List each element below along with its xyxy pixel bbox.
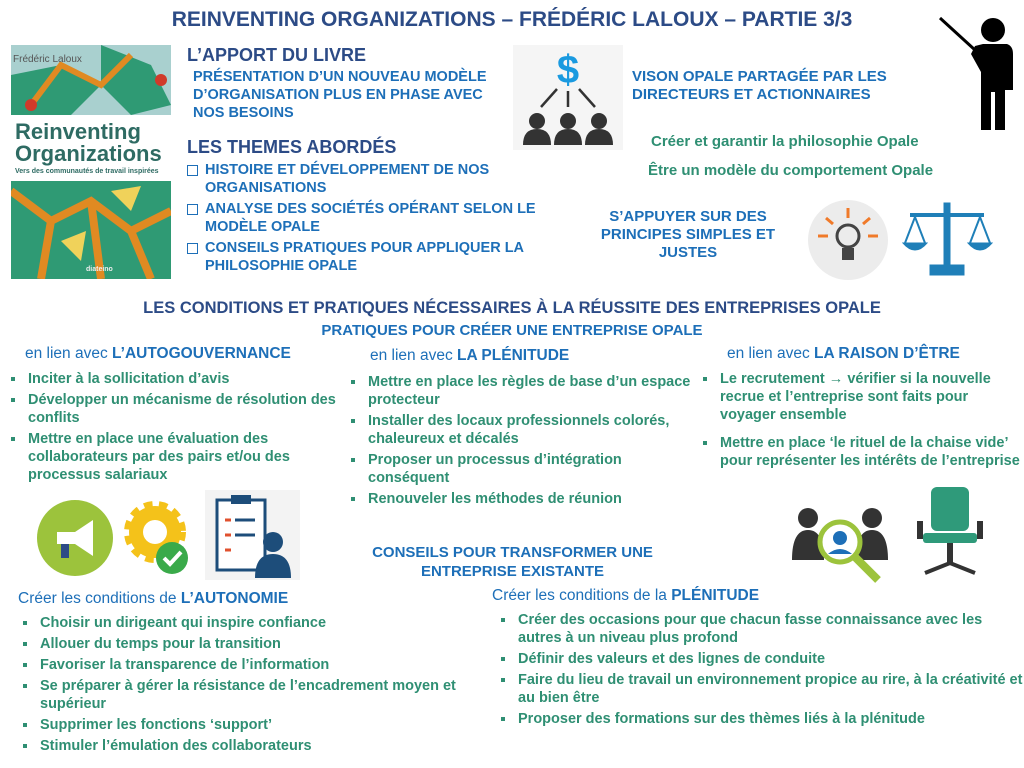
presenter-icon bbox=[935, 10, 1020, 132]
list-item: Proposer des formations sur des thèmes liés à la plénitude bbox=[498, 710, 1024, 728]
conditions-title: LES CONDITIONS ET PRATIQUES NÉCESSAIRES À LA RÉUSSITE DES ENTREPRISES OPALE bbox=[143, 299, 881, 317]
autonomie-heading bbox=[18, 590, 288, 608]
themes-list bbox=[185, 161, 565, 278]
vision-item: Créer et garantir la philosophie Opale bbox=[651, 133, 919, 150]
gear-check-icon bbox=[120, 494, 195, 579]
list-item: Allouer du temps pour la transition bbox=[20, 635, 500, 653]
heading-prefix: Créer les conditions de bbox=[18, 590, 181, 607]
book-title-line: Organizations bbox=[15, 141, 162, 166]
heading-topic: LA PLÉNITUDE bbox=[457, 347, 570, 364]
apport-text: PRÉSENTATION D’UN NOUVEAU MODÈLE D’ORGANISATION PLUS EN PHASE AVEC NOS BESOINS bbox=[193, 69, 487, 121]
heading-topic: PLÉNITUDE bbox=[671, 587, 760, 604]
list-item: Mettre en place ‘le rituel de la chaise vide’ pour représenter les intérêts de l’entreprise bbox=[700, 434, 1020, 470]
book-publisher: diateino bbox=[86, 266, 113, 273]
list-item: Créer des occasions pour que chacun fasse connaissance avec les autres à un niveau plus profond bbox=[498, 611, 1024, 647]
list-item: Définir des valeurs et des lignes de conduite bbox=[498, 650, 1024, 668]
column-heading-raison-detre bbox=[727, 345, 960, 363]
list-item: Proposer un processus d’intégration conséquent bbox=[348, 451, 698, 487]
heading-prefix: en lien avec bbox=[25, 345, 113, 362]
heading-prefix: Créer les conditions de la bbox=[492, 587, 672, 604]
book-subtitle: Vers des communautés de travail inspirées bbox=[15, 168, 159, 175]
heading-topic: L’AUTOGOUVERNANCE bbox=[112, 345, 291, 362]
heading-prefix: en lien avec bbox=[727, 345, 815, 362]
theme-item: CONSEILS PRATIQUES POUR APPLIQUER LA PHILOSOPHIE OPALE bbox=[185, 239, 565, 275]
raison-detre-list bbox=[700, 370, 1020, 473]
vision-heading: VISON OPALE PARTAGÉE PAR LES DIRECTEURS ET ACTIONNAIRES bbox=[632, 68, 887, 103]
column-heading-autogouvernance bbox=[25, 345, 291, 363]
evaluation-clipboard-icon bbox=[205, 490, 300, 580]
heading-prefix: en lien avec bbox=[370, 347, 458, 364]
book-title bbox=[11, 115, 171, 165]
empty-chair-icon bbox=[915, 485, 985, 580]
megaphone-icon bbox=[35, 498, 115, 578]
list-item: Le recrutement → vérifier si la nouvelle recrue et l’entreprise sont faits pour voyager ensemble bbox=[700, 370, 1020, 424]
scales-icon bbox=[900, 195, 995, 280]
book-author: Frédéric Laloux bbox=[13, 54, 82, 65]
principes-text: S’APPUYER SUR DES PRINCIPES SIMPLES ET JUSTES bbox=[600, 208, 776, 261]
page-title: REINVENTING ORGANIZATIONS – FRÉDÉRIC LALOUX – PARTIE 3/3 bbox=[171, 8, 853, 31]
list-item: Stimuler l’émulation des collaborateurs bbox=[20, 737, 500, 755]
autogouvernance-list bbox=[8, 370, 348, 487]
plenitude-conditions-list bbox=[498, 611, 1024, 731]
column-heading-plenitude bbox=[370, 347, 569, 365]
list-item: Favoriser la transparence de l’information bbox=[20, 656, 500, 674]
heading-topic: L’AUTONOMIE bbox=[180, 590, 289, 607]
list-item: Choisir un dirigeant qui inspire confiance bbox=[20, 614, 500, 632]
theme-item: ANALYSE DES SOCIÉTÉS OPÉRANT SELON LE MODÈLE OPALE bbox=[185, 200, 565, 236]
book-title-line: Reinventing bbox=[15, 119, 141, 144]
theme-item: HISTOIRE ET DÉVELOPPEMENT DE NOS ORGANISATIONS bbox=[185, 161, 565, 197]
list-item: Se préparer à gérer la résistance de l’encadrement moyen et supérieur bbox=[20, 677, 500, 713]
plenitude-conditions-heading bbox=[492, 587, 759, 605]
book-art-bottom bbox=[11, 181, 171, 279]
apport-heading: L’APPORT DU LIVRE bbox=[187, 45, 367, 65]
list-item: Renouveler les méthodes de réunion bbox=[348, 490, 698, 508]
list-item: Mettre en place les règles de base d’un espace protecteur bbox=[348, 373, 698, 409]
autonomie-list bbox=[20, 614, 500, 758]
shareholders-icon bbox=[513, 45, 623, 150]
lightbulb-icon bbox=[806, 198, 891, 280]
heading-topic: LA RAISON D’ÊTRE bbox=[814, 345, 960, 362]
list-item: Supprimer les fonctions ‘support’ bbox=[20, 716, 500, 734]
recruitment-search-icon bbox=[790, 500, 890, 585]
svg-text:$: $ bbox=[556, 48, 580, 92]
list-item: Installer des locaux professionnels colorés, chaleureux et décalés bbox=[348, 412, 698, 448]
pratiques-title: PRATIQUES POUR CRÉER UNE ENTREPRISE OPALE bbox=[321, 322, 703, 339]
conseils-title: CONSEILS POUR TRANSFORMER UNE ENTREPRISE EXISTANTE bbox=[372, 544, 653, 580]
vision-item: Être un modèle du comportement Opale bbox=[648, 162, 934, 179]
plenitude-practices-list bbox=[348, 373, 698, 511]
list-item: Développer un mécanisme de résolution des conflits bbox=[8, 391, 348, 427]
list-item: Faire du lieu de travail un environnement propice au rire, à la créativité et au bien être bbox=[498, 671, 1024, 707]
list-item: Inciter à la sollicitation d’avis bbox=[8, 370, 348, 388]
list-item: Mettre en place une évaluation des collaborateurs par des pairs et/ou des processus salariaux bbox=[8, 430, 348, 484]
themes-heading: LES THEMES ABORDÉS bbox=[187, 137, 397, 157]
book-cover bbox=[11, 45, 171, 280]
